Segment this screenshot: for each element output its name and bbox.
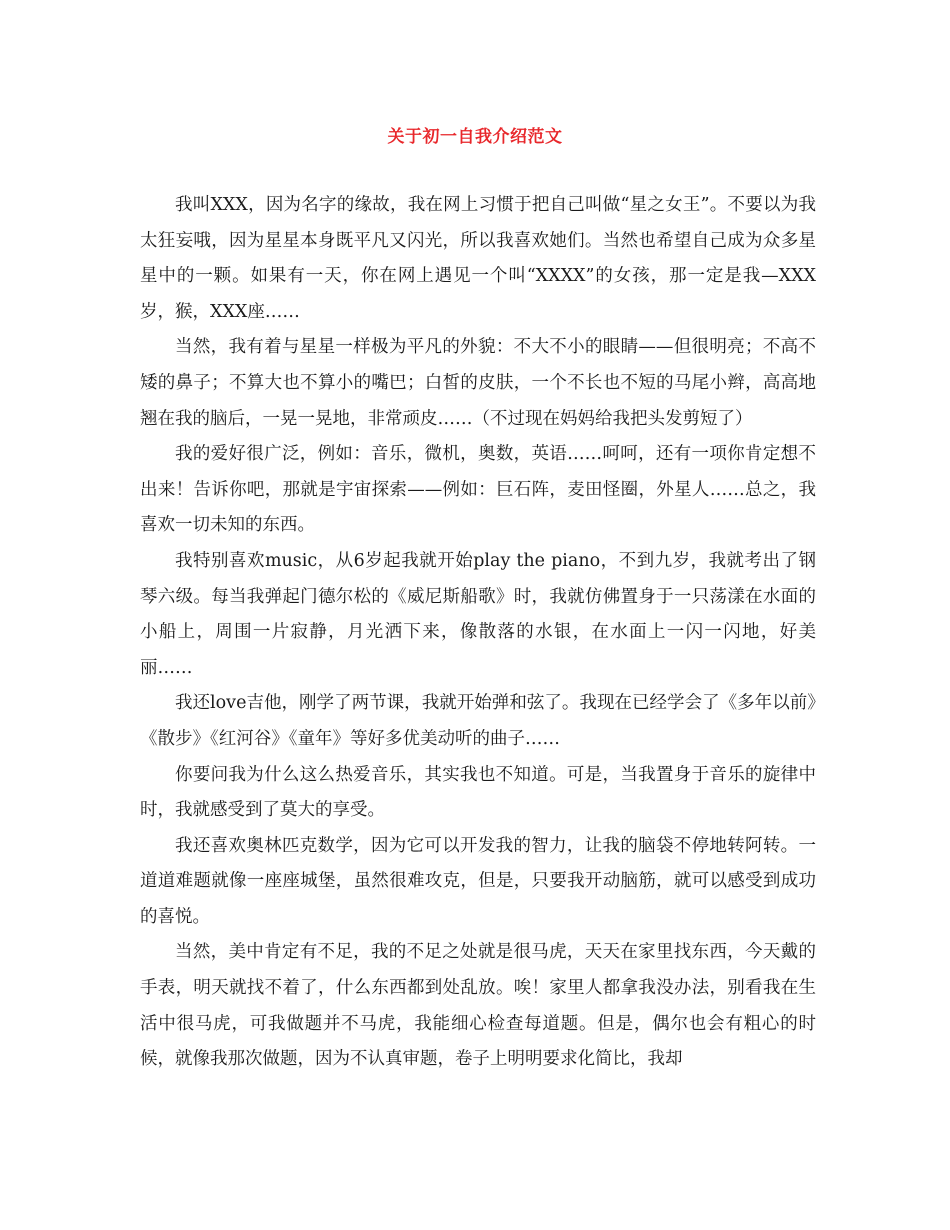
document-body xyxy=(140,188,816,1078)
paragraph: 当然，美中肯定有不足，我的不足之处就是很马虎，天天在家里找东西，今天戴的手表，明天就找不着了，什么东西都到处乱放。唉！家里人都拿我没办法，别看我在生活中很马虎，可我做题并不马虎，我能细心检查每道题。但是，偶尔也会有粗心的时候，就像我那次做题，因为不认真审题，卷子上明明要求化简比，我却 xyxy=(140,942,816,1070)
paragraph: 我叫XXX，因为名字的缘故，我在网上习惯于把自己叫做“星之女王”。不要以为我太狂妄哦，因为星星本身既平凡又闪光，所以我喜欢她们。当然也希望自己成为众多星星中的一颗。如果有一天，你在网上遇见一个叫“XXXX”的女孩，那一定是我—XXX岁，猴，XXX座…… xyxy=(140,195,816,322)
document-title: 关于初一自我介绍范文 xyxy=(387,127,563,147)
paragraph: 我还喜欢奥林匹克数学，因为它可以开发我的智力，让我的脑袋不停地转阿转。一道道难题就像一座座城堡，虽然很难攻克，但是，只要我开动脑筋，就可以感受到成功的喜悦。 xyxy=(140,835,816,927)
paragraph: 当然，我有着与星星一样极为平凡的外貌：不大不小的眼睛——但很明亮；不高不矮的鼻子；不算大也不算小的嘴巴；白皙的皮肤，一个不长也不短的马尾小辫，高高地翘在我的脑后，一晃一晃地，非常顽皮……（不过现在妈妈给我把头发剪短了） xyxy=(140,337,816,429)
paragraph: 我还love吉他，刚学了两节课，我就开始弹和弦了。我现在已经学会了《多年以前》《散步》《红河谷》《童年》等好多优美动听的曲子…… xyxy=(140,693,816,749)
paragraph: 你要问我为什么这么热爱音乐，其实我也不知道。可是，当我置身于音乐的旋律中时，我就感受到了莫大的享受。 xyxy=(140,764,816,821)
paragraph: 我的爱好很广泛，例如：音乐，微机，奥数，英语……呵呵，还有一项你肯定想不出来！告诉你吧，那就是宇宙探索——例如：巨石阵，麦田怪圈，外星人……总之，我喜欢一切未知的东西。 xyxy=(140,444,816,536)
paragraph: 我特别喜欢music，从6岁起我就开始play the piano，不到九岁，我就考出了钢琴六级。每当我弹起门德尔松的《威尼斯船歌》时，我就仿佛置身于一只荡漾在水面的小船上，周围一片寂静，月光洒下来，像散落的水银，在水面上一闪一闪地，好美丽…… xyxy=(140,550,816,678)
